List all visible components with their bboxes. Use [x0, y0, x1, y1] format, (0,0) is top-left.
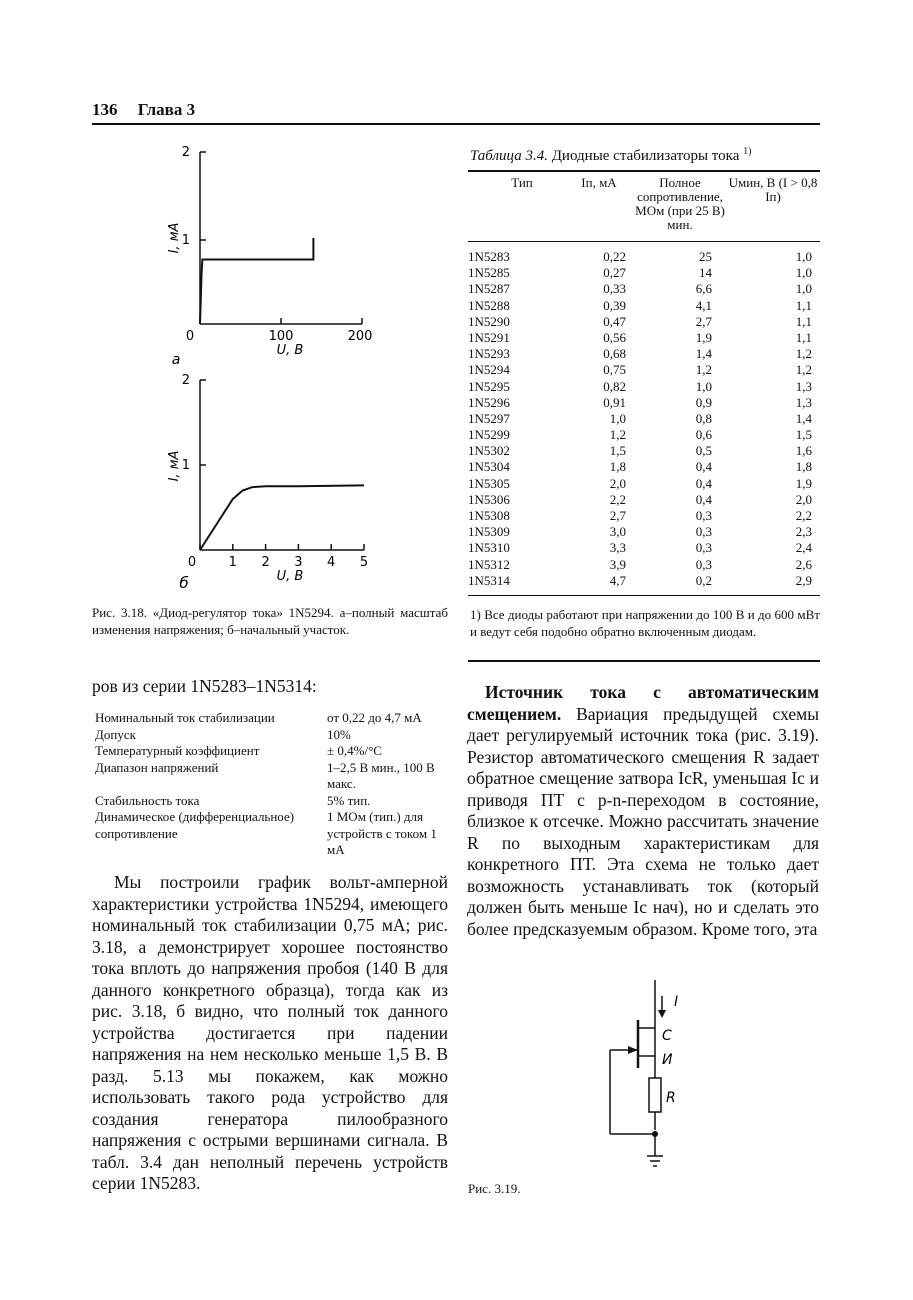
chart-a-xlabel: U, В: [276, 343, 304, 358]
cell-type: 1N5288: [468, 297, 510, 313]
cell-type: 1N5287: [468, 281, 510, 297]
cell-umin: 1,4: [795, 410, 812, 426]
cell-umin: 1,0: [795, 249, 812, 264]
cell-type: 1N5302: [468, 443, 510, 459]
cell-umin: 1,6: [795, 443, 812, 459]
table-title-note: 1): [743, 146, 752, 157]
table-header-rule: [468, 241, 820, 242]
cell-ip: 0,56: [603, 329, 626, 345]
chart-a-panel-label: а: [171, 352, 181, 368]
chart-b-xlabel: U, В: [276, 569, 304, 584]
cell-ip: 0,47: [603, 313, 626, 329]
cell-umin: 1,3: [795, 394, 812, 410]
cell-umin: 2,9: [795, 572, 812, 588]
figure-3-18: [150, 140, 390, 600]
cell-impedance: 14: [699, 265, 712, 281]
cell-impedance: 1,4: [695, 346, 712, 362]
cell-impedance: 0,4: [695, 491, 712, 507]
figure-caption-3-18: Рис. 3.18. «Диод-регулятор тока» 1N5294. а–полный масштаб изменения напряжения; б–начальный участок.: [92, 605, 448, 637]
chart-b-xtick-label: 3: [294, 555, 303, 570]
resistor-symbol: [649, 1078, 661, 1112]
figure-caption-3-19: Рис. 3.19.: [468, 1181, 521, 1196]
cell-impedance: 1,0: [695, 378, 712, 394]
cell-ip: 3,3: [609, 540, 626, 556]
page-number: 136: [92, 100, 118, 119]
spec-row: [95, 727, 457, 744]
cell-type: 1N5308: [468, 508, 510, 523]
chart-b-xtick-label: 2: [261, 555, 270, 570]
cell-ip: 1,0: [609, 410, 626, 426]
figure-3-19-circuit: [590, 980, 700, 1175]
cell-type: 1N5305: [468, 475, 510, 491]
cell-umin: 1,0: [795, 265, 812, 281]
cell-type: 1N5312: [468, 556, 510, 572]
chart-a-xtick-label: 0: [185, 329, 195, 344]
spec-value: от 0,22 до 4,7 мА: [327, 710, 422, 725]
cell-umin: 2,4: [795, 540, 812, 556]
table-row: [468, 281, 820, 297]
spec-label: Номинальный ток стабилизации: [95, 710, 275, 725]
cell-impedance: 0,8: [695, 410, 712, 426]
chart-b-ytick-label: 1: [181, 458, 190, 473]
circuit-label-current: I: [674, 994, 679, 1010]
cell-umin: 2,3: [795, 524, 812, 540]
spec-row: [95, 809, 457, 859]
cell-umin: 1,2: [795, 346, 812, 362]
diode-table: [468, 176, 820, 232]
circuit-label-source: И: [662, 1052, 673, 1068]
cell-ip: 0,82: [603, 378, 626, 394]
chart-b-ylabel: I, мА: [167, 450, 182, 482]
table-row: [468, 573, 820, 589]
cell-ip: 4,7: [609, 572, 626, 588]
chart-b-xtick-label: 4: [327, 555, 336, 570]
cell-umin: 1,0: [795, 281, 812, 297]
cell-ip: 1,5: [609, 443, 626, 459]
spec-label: Допуск: [95, 726, 136, 742]
cell-impedance: 0,3: [695, 556, 712, 572]
spec-value: ± 0,4%/°С: [327, 743, 382, 758]
cell-impedance: 0,3: [695, 540, 712, 556]
circuit-label-drain: С: [662, 1028, 672, 1044]
cell-impedance: 2,7: [695, 313, 712, 329]
table-row: [468, 540, 820, 556]
cell-umin: 1,1: [795, 313, 812, 329]
table-footnote: 1) Все диоды работают при напряжении до 100 В и до 600 мВт и ведут себя подобно обратно включенным диодам.: [470, 607, 820, 639]
cell-ip: 0,39: [603, 297, 626, 313]
table-row: [468, 314, 820, 330]
left-paragraph: Мы построили график вольт-амперной характеристики устройства 1N5294, имеющего номинальный ток стабилизации 0,75 мА; рис. 3.18, а демонстрирует хорошее постоянство тока вплоть до напряжения пробоя (140 В для данного конкретного образца), тогда как из рис. 3.18, б видно, что полный ток данного устройства достигается при падении напряжения на нем несколько меньше 1,5 В. В разд. 5.13 мы покажем, как можно использовать такого рода устройство для создания генератора пилообразного напряжения с острыми вершинами сигнала. В табл. 3.4 дан неполный перечень устройств серии 1N5283.: [92, 872, 448, 1193]
cell-type: 1N5294: [468, 362, 510, 378]
footnote-rule: [468, 660, 820, 662]
chart-a-ylabel: I, мА: [167, 222, 182, 254]
cell-umin: 2,2: [795, 508, 812, 523]
cell-type: 1N5295: [468, 378, 510, 394]
spec-row: [95, 793, 457, 810]
jfet-gate-arrow-icon: [628, 1046, 638, 1054]
table-row: [468, 427, 820, 443]
cell-ip: 0,91: [603, 394, 626, 410]
spec-value: 10%: [327, 726, 351, 742]
spec-list: [95, 710, 457, 859]
table-header-ip: Iп, мА: [581, 175, 617, 190]
cell-umin: 1,3: [795, 378, 812, 394]
table-row: [468, 346, 820, 362]
table-row: [468, 508, 820, 524]
cell-impedance: 0,4: [695, 459, 712, 475]
spec-row: [95, 760, 457, 793]
table-title-number: Таблица 3.4.: [470, 148, 548, 164]
table-row: [468, 298, 820, 314]
cell-impedance: 6,6: [695, 281, 712, 297]
cell-umin: 2,6: [795, 556, 812, 572]
section-heading: Источник тока с автоматическим смещением.: [467, 682, 819, 724]
chart-b-xtick-label: 1: [228, 555, 237, 570]
cell-type: 1N5293: [468, 346, 510, 362]
cell-ip: 1,8: [609, 459, 626, 475]
chart-b-xtick-label: 5: [359, 555, 369, 570]
table-row: [468, 330, 820, 346]
table-title-text: Диодные стабилизаторы тока: [551, 148, 740, 164]
page-header: [92, 100, 211, 120]
spec-label: Температурный коэффициент: [95, 743, 260, 758]
chapter-title: Глава 3: [137, 100, 196, 119]
cell-umin: 1,5: [795, 427, 812, 443]
chart-a-ytick-label: 2: [181, 145, 190, 160]
cell-impedance: 0,4: [695, 475, 712, 491]
header-rule: [92, 123, 820, 125]
right-paragraph-text: Вариация предыдущей схемы дает регулируемый источник тока (рис. 3.19). Резистор автоматического смещения R задает обратное смещение затвора IсR, уменьшая Iс и приводя ПТ с p-n-переходом в состояние, близкое к отсечке. Можно рассчитать значение R по выходным характеристикам для конкретного ПТ. Эта схема не только дает возможность устанавливать ток (который должен быть меньше Iс нач), но и сделать это более предсказуемым образом. Кроме того, эта: [467, 703, 819, 939]
cell-impedance: 0,3: [695, 524, 712, 540]
table-title: [470, 146, 751, 165]
cell-umin: 2,0: [795, 491, 812, 507]
chart-b: [167, 373, 368, 592]
table-row: [468, 379, 820, 395]
table-row: [468, 557, 820, 573]
table-bottom-rule: [468, 595, 820, 596]
table-header-row: [468, 176, 820, 232]
chart-a-xtick-label: 200: [347, 329, 373, 344]
cell-type: 1N5299: [468, 427, 510, 443]
table-row: [468, 443, 820, 459]
cell-ip: 0,27: [603, 265, 626, 281]
table-header-umin: Uмин, В (I > 0,8 Iп): [728, 175, 818, 204]
cell-ip: 0,75: [603, 362, 626, 378]
table-body: [468, 249, 820, 589]
cell-umin: 1,1: [795, 297, 812, 313]
spec-label: Стабильность тока: [95, 792, 200, 808]
spec-label: Динамическое (дифференциальное) сопротивление: [95, 809, 295, 841]
cell-type: 1N5297: [468, 410, 510, 426]
cell-type: 1N5283: [468, 249, 510, 264]
table-row: [468, 524, 820, 540]
cell-type: 1N5296: [468, 394, 510, 410]
cell-ip: 2,7: [609, 508, 626, 523]
table-row: [468, 459, 820, 475]
table-row: [468, 249, 820, 265]
cell-type: 1N5310: [468, 540, 510, 556]
spec-row: [95, 710, 457, 727]
cell-type: 1N5314: [468, 572, 510, 588]
spec-row: [95, 743, 457, 760]
cell-impedance: 0,2: [695, 572, 712, 588]
table-row: [468, 395, 820, 411]
circuit-label-resistor: R: [666, 1090, 676, 1106]
table-header-type: Тип: [511, 175, 533, 190]
intro-line: ров из серии 1N5283–1N5314:: [92, 676, 317, 696]
chart-a: [167, 145, 372, 368]
cell-type: 1N5309: [468, 524, 510, 540]
table-row: [468, 265, 820, 281]
cell-ip: 0,33: [603, 281, 626, 297]
chart-b-ytick-label: 2: [181, 373, 190, 388]
cell-ip: 0,22: [603, 249, 626, 264]
cell-impedance: 0,5: [695, 443, 712, 459]
current-arrow-head-icon: [658, 1010, 666, 1018]
table-top-rule: [468, 170, 820, 172]
cell-impedance: 1,2: [695, 362, 712, 378]
chart-b-series-line: [200, 485, 364, 550]
cell-impedance: 0,9: [695, 394, 712, 410]
right-paragraph: [467, 682, 819, 940]
table-row: [468, 476, 820, 492]
cell-ip: 3,0: [609, 524, 626, 540]
chart-b-xtick-label: 0: [187, 555, 197, 570]
chart-a-xtick-label: 100: [268, 329, 294, 344]
cell-umin: 1,2: [795, 362, 812, 378]
spec-label: Диапазон напряжений: [95, 759, 219, 775]
table-row: [468, 362, 820, 378]
cell-ip: 3,9: [609, 556, 626, 572]
cell-type: 1N5306: [468, 491, 510, 507]
cell-ip: 0,68: [603, 346, 626, 362]
table-row: [468, 411, 820, 427]
spec-value: 5% тип.: [327, 792, 371, 808]
chart-a-ytick-label: 1: [181, 233, 190, 248]
cell-type: 1N5290: [468, 313, 510, 329]
cell-impedance: 0,6: [695, 427, 712, 443]
cell-ip: 1,2: [609, 427, 626, 443]
spec-value: 1 МОм (тип.) для устройств с током 1 мА: [327, 809, 437, 857]
cell-umin: 1,8: [795, 459, 812, 475]
cell-ip: 2,0: [609, 475, 626, 491]
table-header-impedance: Полное сопротивление, МОм (при 25 В) мин.: [635, 175, 725, 232]
cell-impedance: 25: [699, 249, 712, 264]
cell-umin: 1,1: [795, 329, 812, 345]
chart-a-series-line: [200, 238, 313, 324]
cell-type: 1N5291: [468, 329, 510, 345]
spec-value: 1–2,5 В мин., 100 В макс.: [327, 759, 435, 791]
cell-impedance: 4,1: [695, 297, 712, 313]
cell-type: 1N5304: [468, 459, 510, 475]
chart-b-panel-label: б: [179, 574, 189, 592]
cell-ip: 2,2: [609, 491, 626, 507]
cell-impedance: 0,3: [695, 508, 712, 523]
cell-type: 1N5285: [468, 265, 510, 281]
cell-umin: 1,9: [795, 475, 812, 491]
table-row: [468, 492, 820, 508]
cell-impedance: 1,9: [695, 329, 712, 345]
